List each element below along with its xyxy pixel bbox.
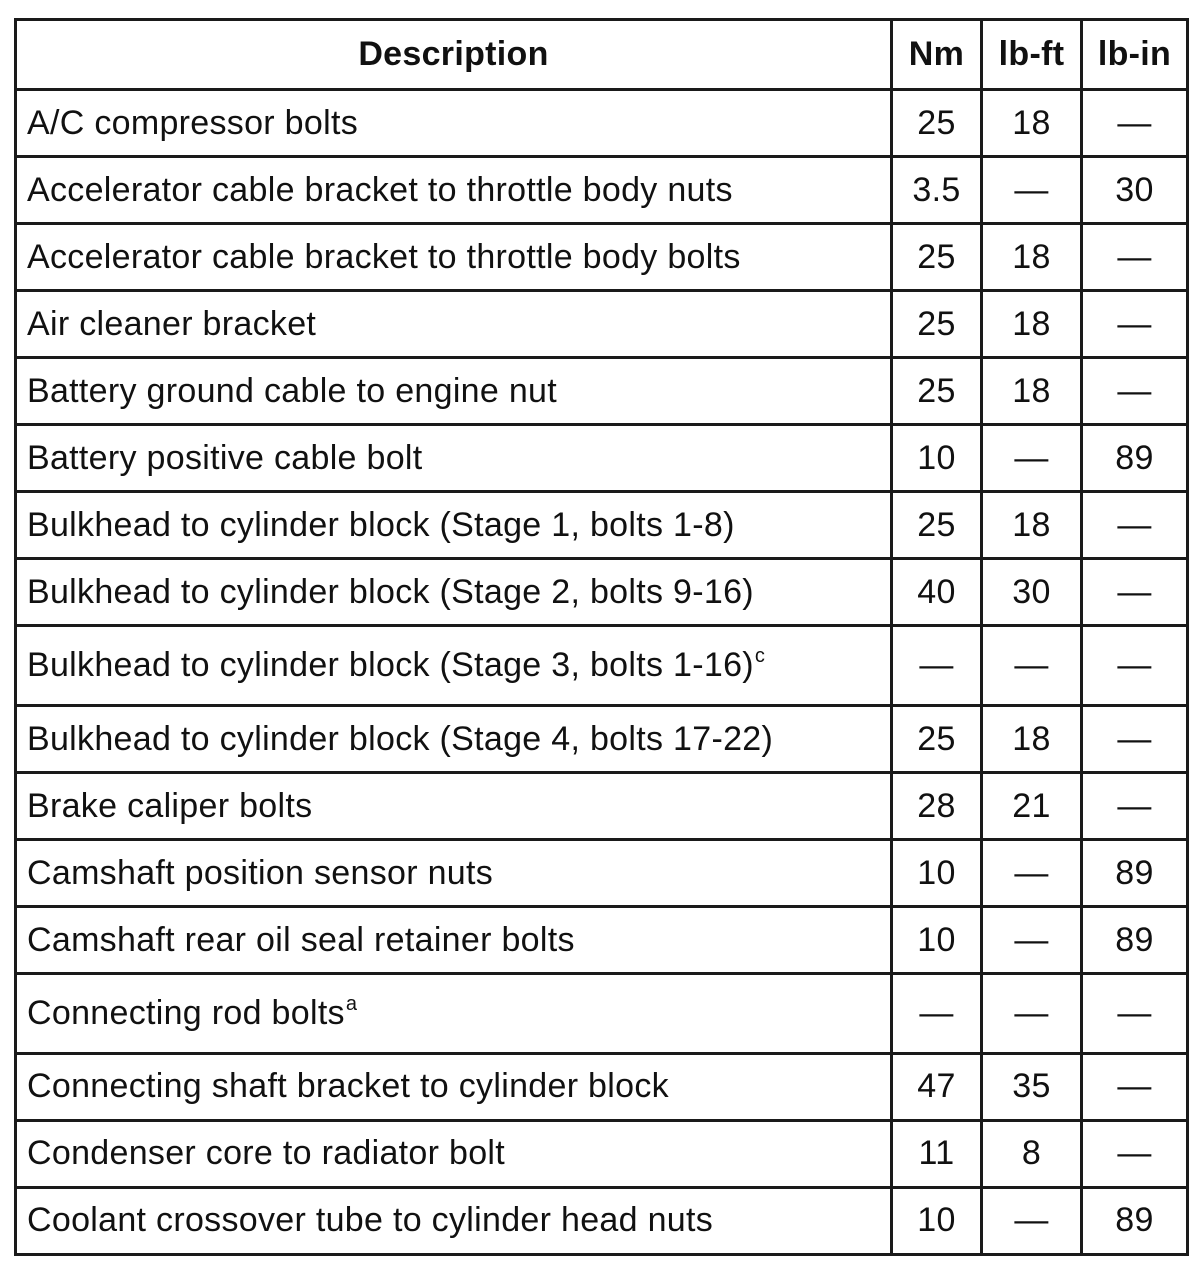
cell-description: [16, 425, 892, 492]
cell-lbin: 89: [1082, 907, 1188, 974]
table-row: [16, 425, 1188, 492]
torque-spec-table: [14, 18, 1189, 1256]
cell-lbft: —: [982, 157, 1082, 224]
cell-lbft: —: [982, 974, 1082, 1054]
description-text: Bulkhead to cylinder block (Stage 4, bolts 17-22): [27, 719, 774, 758]
cell-nm: 10: [892, 907, 982, 974]
cell-description: [16, 1120, 892, 1187]
cell-description: [16, 90, 892, 157]
cell-description: [16, 291, 892, 358]
description-text: Battery ground cable to engine nut: [27, 371, 558, 410]
footnote-marker: a: [345, 992, 358, 1015]
cell-lbft: 35: [982, 1053, 1082, 1120]
cell-lbin: —: [1082, 705, 1188, 772]
table-row: [16, 492, 1188, 559]
cell-lbin: —: [1082, 626, 1188, 706]
cell-description: [16, 773, 892, 840]
cell-description: [16, 559, 892, 626]
cell-lbft: 18: [982, 224, 1082, 291]
description-text: Coolant crossover tube to cylinder head nuts: [27, 1201, 714, 1240]
cell-lbin: —: [1082, 773, 1188, 840]
table-row: [16, 705, 1188, 772]
cell-lbft: 30: [982, 559, 1082, 626]
table-row: [16, 559, 1188, 626]
cell-nm: 25: [892, 705, 982, 772]
cell-lbin: 89: [1082, 840, 1188, 907]
cell-nm: 3.5: [892, 157, 982, 224]
description-text: Connecting shaft bracket to cylinder block: [27, 1067, 669, 1106]
table-row: [16, 90, 1188, 157]
description-text: Accelerator cable bracket to throttle body bolts: [27, 237, 741, 276]
cell-nm: 47: [892, 1053, 982, 1120]
cell-description: [16, 358, 892, 425]
cell-nm: 10: [892, 425, 982, 492]
cell-nm: 25: [892, 90, 982, 157]
cell-lbin: —: [1082, 224, 1188, 291]
cell-lbft: 21: [982, 773, 1082, 840]
table-row: [16, 1053, 1188, 1120]
table-row: [16, 840, 1188, 907]
cell-nm: 28: [892, 773, 982, 840]
cell-description: [16, 626, 892, 706]
description-text: Brake caliper bolts: [27, 786, 313, 825]
description-text: Accelerator cable bracket to throttle body nuts: [27, 170, 733, 209]
table-row: [16, 626, 1188, 706]
table-row: [16, 1120, 1188, 1187]
cell-lbin: —: [1082, 1120, 1188, 1187]
cell-nm: 25: [892, 358, 982, 425]
table-row: [16, 1187, 1188, 1254]
table-row: [16, 224, 1188, 291]
cell-description: [16, 1187, 892, 1254]
description-text: Air cleaner bracket: [27, 304, 317, 343]
cell-description: [16, 492, 892, 559]
cell-lbft: —: [982, 626, 1082, 706]
table-row: [16, 974, 1188, 1054]
header-lbft: lb-ft: [982, 20, 1082, 90]
table-row: [16, 773, 1188, 840]
cell-lbin: —: [1082, 492, 1188, 559]
table-row: [16, 291, 1188, 358]
description-text: A/C compressor bolts: [27, 103, 358, 142]
cell-lbft: —: [982, 840, 1082, 907]
description-text: Bulkhead to cylinder block (Stage 2, bolts 9-16): [27, 572, 754, 611]
cell-nm: 40: [892, 559, 982, 626]
cell-lbin: —: [1082, 358, 1188, 425]
cell-nm: —: [892, 974, 982, 1054]
cell-description: [16, 157, 892, 224]
table-row: [16, 907, 1188, 974]
cell-nm: 10: [892, 840, 982, 907]
cell-lbft: 18: [982, 90, 1082, 157]
cell-lbin: —: [1082, 559, 1188, 626]
description-text: Camshaft position sensor nuts: [27, 853, 494, 892]
cell-lbft: 18: [982, 358, 1082, 425]
table-header-row: [16, 20, 1188, 90]
description-text: Battery positive cable bolt: [27, 438, 423, 477]
table-body: [16, 90, 1188, 1255]
header-lbin: lb-in: [1082, 20, 1188, 90]
description-text: Camshaft rear oil seal retainer bolts: [27, 920, 575, 959]
cell-lbin: 89: [1082, 425, 1188, 492]
cell-lbft: 18: [982, 291, 1082, 358]
footnote-marker: c: [754, 645, 766, 668]
cell-description: [16, 907, 892, 974]
description-text: Bulkhead to cylinder block (Stage 3, bolts 1-16): [27, 646, 754, 685]
cell-description: [16, 840, 892, 907]
cell-lbft: —: [982, 907, 1082, 974]
cell-lbin: —: [1082, 974, 1188, 1054]
cell-nm: 25: [892, 224, 982, 291]
table-row: [16, 157, 1188, 224]
cell-lbin: —: [1082, 291, 1188, 358]
header-description: Description: [16, 20, 892, 90]
cell-lbft: 18: [982, 492, 1082, 559]
cell-nm: 25: [892, 291, 982, 358]
header-nm: Nm: [892, 20, 982, 90]
description-text: Connecting rod bolts: [27, 993, 345, 1032]
cell-lbin: —: [1082, 1053, 1188, 1120]
cell-lbft: 8: [982, 1120, 1082, 1187]
cell-description: [16, 1053, 892, 1120]
cell-lbft: 18: [982, 705, 1082, 772]
description-text: Condenser core to radiator bolt: [27, 1134, 506, 1173]
cell-lbft: —: [982, 1187, 1082, 1254]
cell-nm: —: [892, 626, 982, 706]
cell-lbin: 89: [1082, 1187, 1188, 1254]
cell-nm: 11: [892, 1120, 982, 1187]
cell-description: [16, 974, 892, 1054]
table-row: [16, 358, 1188, 425]
cell-description: [16, 705, 892, 772]
cell-description: [16, 224, 892, 291]
cell-nm: 10: [892, 1187, 982, 1254]
cell-nm: 25: [892, 492, 982, 559]
cell-lbin: 30: [1082, 157, 1188, 224]
cell-lbft: —: [982, 425, 1082, 492]
description-text: Bulkhead to cylinder block (Stage 1, bolts 1-8): [27, 505, 735, 544]
cell-lbin: —: [1082, 90, 1188, 157]
